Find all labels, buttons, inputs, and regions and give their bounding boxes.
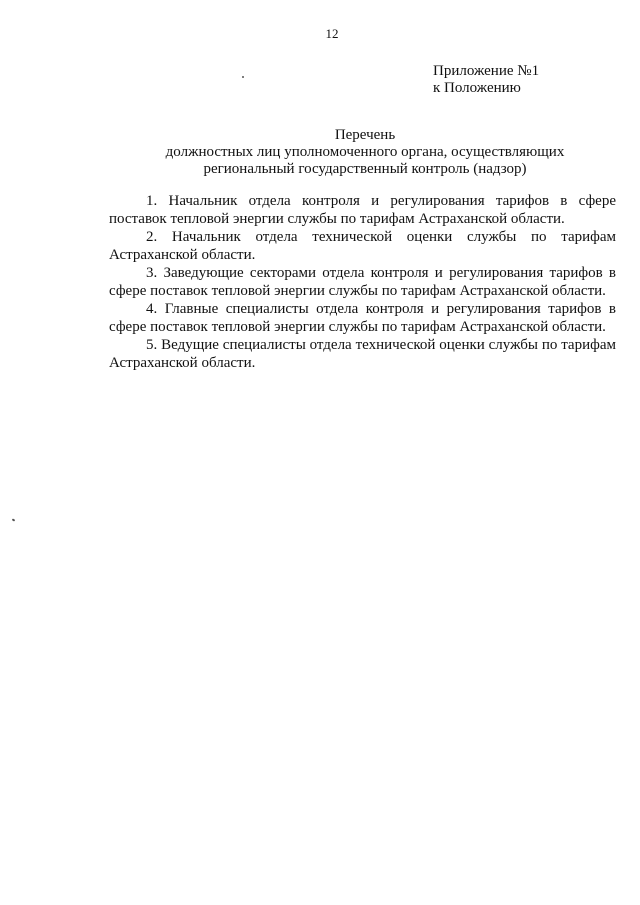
title-line-2: должностных лиц уполномоченного органа, осуществляющих: [165, 144, 565, 160]
list-item: 2. Начальник отдела технической оценки службы по тарифам Астраханской области.: [109, 229, 616, 263]
list-item: 4. Главные специалисты отдела контроля и регулирования тарифов в сфере поставок тепловой энергии службы по тарифам Астраханской области.: [109, 301, 616, 335]
title-line-1: Перечень: [334, 127, 396, 143]
title-line-3: региональный государственный контроль (надзор): [203, 161, 527, 177]
page-number: 12: [325, 26, 339, 41]
appendix-line-1: Приложение №1: [433, 63, 540, 79]
officials-list: [109, 192, 616, 372]
list-item: 3. Заведующие секторами отдела контроля и регулирования тарифов в сфере поставок тепловой энергии службы по тарифам Астраханской области.: [109, 265, 616, 299]
scan-speck: [242, 76, 244, 78]
appendix-line-2: к Положению: [433, 80, 521, 96]
appendix-note: [433, 63, 539, 97]
list-item: 1. Начальник отдела контроля и регулирования тарифов в сфере поставок тепловой энергии службы по тарифам Астраханской области.: [109, 193, 616, 227]
scan-speck: [12, 518, 16, 521]
list-item: 5. Ведущие специалисты отдела технической оценки службы по тарифам Астраханской области.: [109, 337, 616, 371]
document-title: [100, 127, 630, 178]
